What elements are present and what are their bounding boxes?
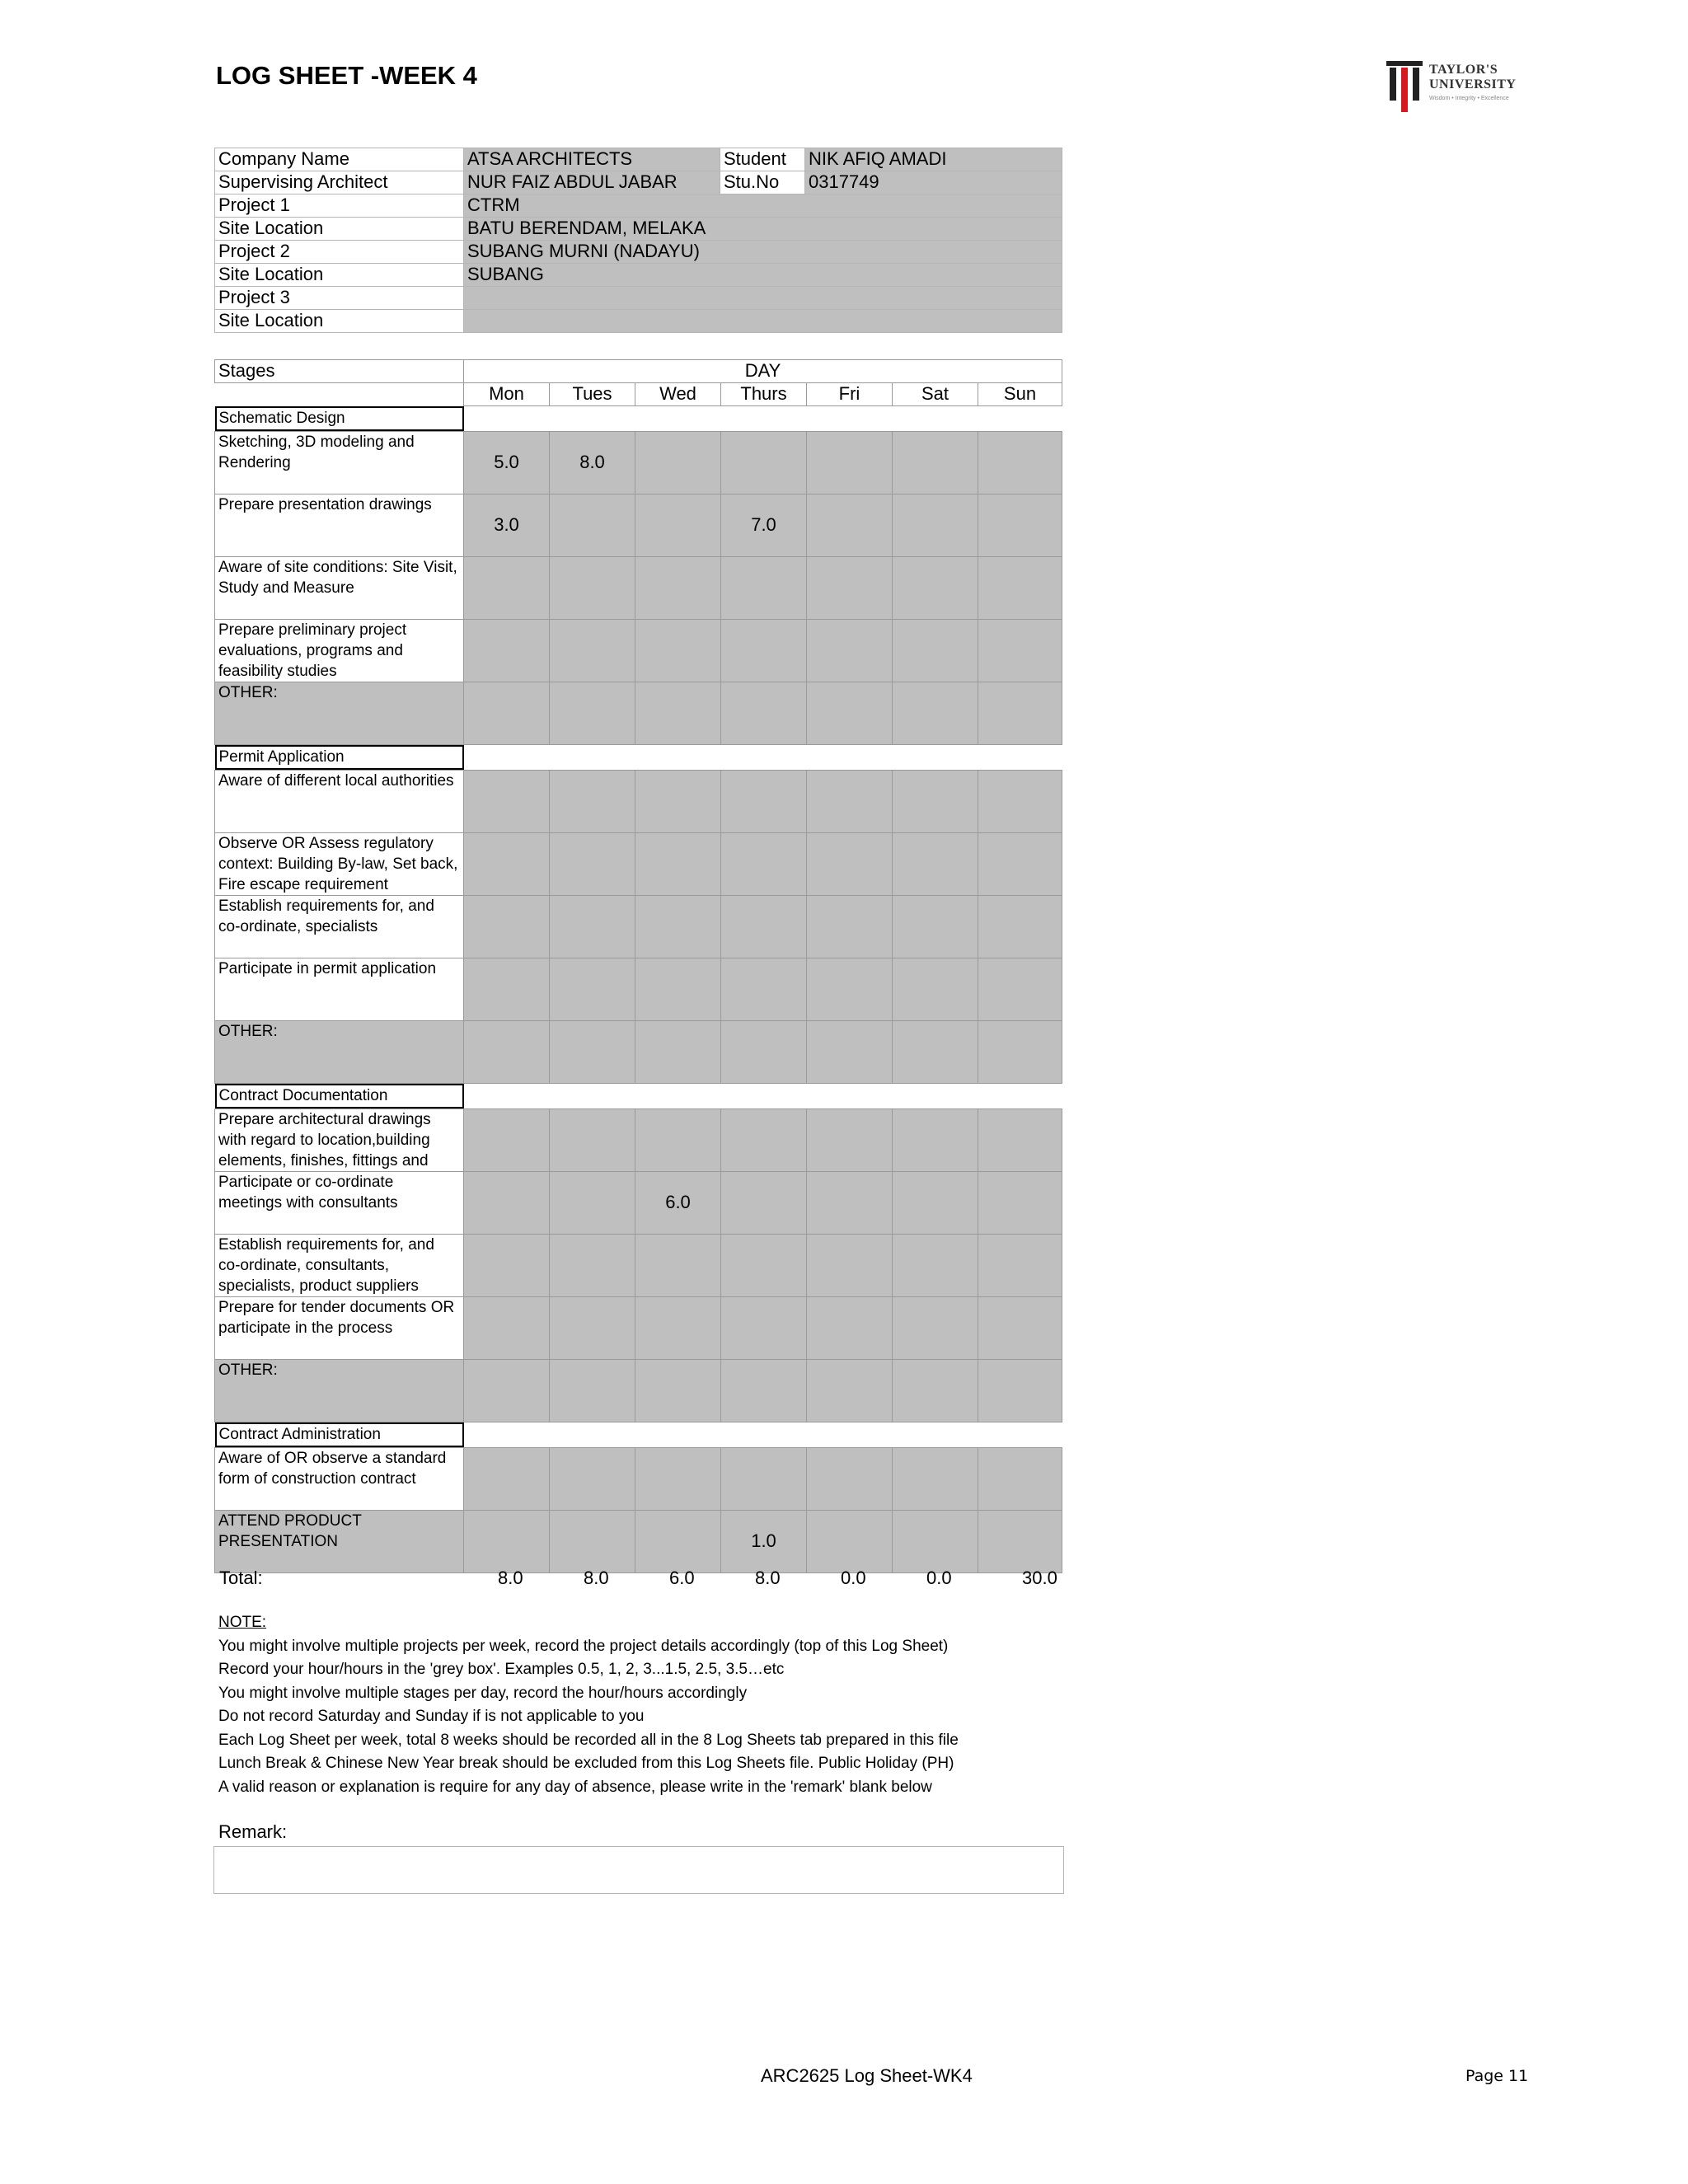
logo-tagline: Wisdom • Integrity • Excellence	[1429, 96, 1509, 101]
info-row-project3	[215, 287, 1062, 310]
totals-row	[216, 1568, 1062, 1592]
hours-cell-thurs[interactable]: 7.0	[721, 494, 807, 556]
day-tues: Tues	[550, 383, 635, 406]
site1-label: Site Location	[215, 218, 464, 241]
activity-label: Establish requirements for, and co-ordinate, specialists	[215, 895, 464, 958]
hours-cell-fri[interactable]	[807, 895, 893, 958]
info-row-project1	[215, 194, 1062, 218]
activity-label: Prepare presentation drawings	[215, 494, 464, 556]
hours-cell-wed[interactable]	[635, 1108, 721, 1171]
project1-label: Project 1	[215, 194, 464, 218]
hours-cell-thurs[interactable]	[721, 1020, 807, 1083]
site3-label: Site Location	[215, 310, 464, 333]
activity-label: Aware of OR observe a standard form of construction contract	[215, 1447, 464, 1510]
day-header: DAY	[464, 360, 1062, 383]
hours-cell-sun[interactable]	[978, 958, 1062, 1020]
hours-cell-fri[interactable]	[807, 1359, 893, 1422]
hours-cell-mon[interactable]	[464, 958, 550, 1020]
hours-grid	[214, 359, 1062, 1573]
university-crest-icon	[1386, 61, 1423, 112]
hours-cell-wed[interactable]	[635, 1510, 721, 1572]
site2-label: Site Location	[215, 264, 464, 287]
hours-cell-wed[interactable]	[635, 1234, 721, 1296]
hours-cell-mon[interactable]	[464, 682, 550, 744]
hours-cell-sun[interactable]	[978, 832, 1062, 895]
architect-value[interactable]: NUR FAIZ ABDUL JABAR	[464, 171, 720, 194]
stages-header: Stages	[215, 360, 464, 383]
hours-cell-mon[interactable]	[464, 1447, 550, 1510]
hours-cell-wed[interactable]: 6.0	[635, 1171, 721, 1234]
hours-cell-sun[interactable]	[978, 1510, 1062, 1572]
activity-label: Establish requirements for, and co-ordinate, consultants, specialists, product suppliers	[215, 1234, 464, 1296]
hours-cell-sun[interactable]	[978, 1447, 1062, 1510]
stage-name: Contract Administration	[215, 1422, 464, 1447]
hours-cell-wed[interactable]	[635, 770, 721, 832]
hours-cell-thurs[interactable]	[721, 431, 807, 494]
hours-cell-sat[interactable]	[893, 1020, 978, 1083]
stage-header-row	[215, 1422, 1062, 1447]
hours-cell-thurs[interactable]	[721, 682, 807, 744]
hours-cell-sat[interactable]	[893, 1447, 978, 1510]
hours-cell-sat[interactable]	[893, 1296, 978, 1359]
hours-cell-sat[interactable]	[893, 895, 978, 958]
hours-cell-wed[interactable]	[635, 431, 721, 494]
stuno-label: Stu.No	[720, 171, 805, 194]
total-sum: 30.0	[1022, 1568, 1057, 1588]
grid-header-row-2	[215, 383, 1062, 406]
hours-cell-fri[interactable]	[807, 770, 893, 832]
stage-header-row	[215, 744, 1062, 770]
hours-cell-sat[interactable]	[893, 1510, 978, 1572]
info-row-architect	[215, 171, 1062, 194]
architect-label: Supervising Architect	[215, 171, 464, 194]
note-line: Lunch Break & Chinese New Year break should be excluded from this Log Sheets file. Public Holiday (PH)	[218, 1755, 954, 1772]
project2-value[interactable]: SUBANG MURNI (NADAYU)	[464, 241, 1062, 264]
hours-cell-sat[interactable]	[893, 1234, 978, 1296]
hours-cell-sun[interactable]	[978, 1171, 1062, 1234]
hours-cell-tues[interactable]	[550, 682, 635, 744]
hours-cell-fri[interactable]	[807, 494, 893, 556]
activity-label: OTHER:	[215, 682, 464, 744]
activity-label: Prepare preliminary project evaluations, programs and feasibility studies	[215, 619, 464, 682]
hours-cell-mon[interactable]	[464, 832, 550, 895]
hours-cell-wed[interactable]	[635, 619, 721, 682]
activity-row	[215, 619, 1062, 682]
hours-cell-tues[interactable]	[550, 1510, 635, 1572]
stage-name: Contract Documentation	[215, 1083, 464, 1108]
stage-header-spacer	[464, 744, 1062, 770]
hours-cell-fri[interactable]	[807, 1108, 893, 1171]
total-label: Total:	[219, 1568, 263, 1588]
stage-header-cell	[215, 744, 464, 770]
activity-label: Aware of different local authorities	[215, 770, 464, 832]
page-number: Page 11	[1465, 2067, 1529, 2085]
hours-cell-wed[interactable]	[635, 832, 721, 895]
hours-cell-thurs[interactable]	[721, 895, 807, 958]
hours-cell-tues[interactable]	[550, 832, 635, 895]
hours-cell-mon[interactable]	[464, 1020, 550, 1083]
hours-cell-wed[interactable]	[635, 682, 721, 744]
hours-cell-fri[interactable]	[807, 1171, 893, 1234]
page-title: LOG SHEET -WEEK 4	[216, 61, 477, 90]
remark-label: Remark:	[218, 1821, 288, 1842]
stage-header-cell	[215, 1422, 464, 1447]
activity-label: Participate or co-ordinate meetings with consultants	[215, 1171, 464, 1234]
day-thurs: Thurs	[721, 383, 807, 406]
hours-cell-fri[interactable]	[807, 619, 893, 682]
activity-row	[215, 1108, 1062, 1171]
hours-cell-tues[interactable]	[550, 619, 635, 682]
hours-cell-thurs[interactable]	[721, 1359, 807, 1422]
project3-label: Project 3	[215, 287, 464, 310]
activity-row	[215, 1234, 1062, 1296]
activity-row	[215, 895, 1062, 958]
hours-cell-mon[interactable]: 3.0	[464, 494, 550, 556]
activity-label: Observe OR Assess regulatory context: Building By-law, Set back, Fire escape requirement	[215, 832, 464, 895]
hours-cell-tues[interactable]	[550, 1171, 635, 1234]
hours-cell-fri[interactable]	[807, 556, 893, 619]
hours-cell-wed[interactable]	[635, 895, 721, 958]
stage-header-cell	[215, 406, 464, 432]
company-value[interactable]: ATSA ARCHITECTS	[464, 148, 720, 171]
hours-cell-wed[interactable]	[635, 1020, 721, 1083]
project2-label: Project 2	[215, 241, 464, 264]
hours-cell-tues[interactable]	[550, 1020, 635, 1083]
info-row-site3	[215, 310, 1062, 333]
project3-value[interactable]	[464, 287, 1062, 310]
hours-cell-tues[interactable]	[550, 556, 635, 619]
hours-cell-wed[interactable]	[635, 556, 721, 619]
activity-row	[215, 1359, 1062, 1422]
hours-cell-sun[interactable]	[978, 1020, 1062, 1083]
logo-line-1: TAYLOR'S	[1429, 63, 1498, 77]
activity-row	[215, 770, 1062, 832]
hours-cell-fri[interactable]	[807, 1296, 893, 1359]
hours-cell-tues[interactable]	[550, 1234, 635, 1296]
taylors-university-logo	[1386, 61, 1518, 112]
hours-cell-mon[interactable]	[464, 1510, 550, 1572]
hours-cell-thurs[interactable]	[721, 556, 807, 619]
student-label: Student	[720, 148, 805, 171]
stage-name: Permit Application	[215, 744, 464, 770]
activity-label: OTHER:	[215, 1359, 464, 1422]
info-row-site2	[215, 264, 1062, 287]
activity-row	[215, 832, 1062, 895]
activity-row	[215, 958, 1062, 1020]
hours-cell-wed[interactable]	[635, 1447, 721, 1510]
hours-cell-sat[interactable]	[893, 494, 978, 556]
hours-cell-tues[interactable]	[550, 494, 635, 556]
activity-row	[215, 682, 1062, 744]
hours-cell-sun[interactable]	[978, 895, 1062, 958]
hours-cell-sun[interactable]	[978, 494, 1062, 556]
hours-cell-sat[interactable]	[893, 770, 978, 832]
activity-row	[215, 431, 1062, 494]
hours-cell-thurs[interactable]	[721, 1108, 807, 1171]
hours-cell-fri[interactable]	[807, 431, 893, 494]
hours-cell-wed[interactable]	[635, 494, 721, 556]
hours-cell-thurs[interactable]	[721, 1447, 807, 1510]
hours-cell-sat[interactable]	[893, 682, 978, 744]
hours-cell-thurs[interactable]	[721, 770, 807, 832]
hours-cell-thurs[interactable]	[721, 1234, 807, 1296]
hours-cell-tues[interactable]: 8.0	[550, 431, 635, 494]
site2-value[interactable]: SUBANG	[464, 264, 1062, 287]
stage-header-cell	[215, 1083, 464, 1108]
hours-cell-fri[interactable]	[807, 1447, 893, 1510]
activity-label: Participate in permit application	[215, 958, 464, 1020]
activity-label: Prepare for tender documents OR participate in the process	[215, 1296, 464, 1359]
hours-cell-mon[interactable]	[464, 895, 550, 958]
total-mon: 8.0	[498, 1568, 523, 1588]
hours-cell-mon[interactable]	[464, 556, 550, 619]
total-sat: 0.0	[926, 1568, 952, 1588]
hours-cell-sat[interactable]	[893, 958, 978, 1020]
hours-cell-tues[interactable]	[550, 1108, 635, 1171]
hours-cell-sun[interactable]	[978, 770, 1062, 832]
hours-cell-tues[interactable]	[550, 958, 635, 1020]
hours-cell-sat[interactable]	[893, 619, 978, 682]
hours-cell-sat[interactable]	[893, 1108, 978, 1171]
activity-row	[215, 494, 1062, 556]
total-wed: 6.0	[669, 1568, 695, 1588]
hours-cell-thurs[interactable]	[721, 1171, 807, 1234]
activity-label: OTHER:	[215, 1020, 464, 1083]
stage-header-row	[215, 406, 1062, 432]
total-fri: 0.0	[841, 1568, 866, 1588]
project1-value[interactable]: CTRM	[464, 194, 1062, 218]
activity-row	[215, 1510, 1062, 1572]
stuno-value[interactable]: 0317749	[805, 171, 1062, 194]
activity-label: ATTEND PRODUCT PRESENTATION	[215, 1510, 464, 1572]
notes-section	[218, 1611, 959, 1799]
hours-cell-sun[interactable]	[978, 1234, 1062, 1296]
day-sun: Sun	[978, 383, 1062, 406]
info-row-site1	[215, 218, 1062, 241]
stage-header-spacer	[464, 406, 1062, 432]
hours-cell-wed[interactable]	[635, 1359, 721, 1422]
notes-heading: NOTE:	[218, 1614, 267, 1631]
footer-doc-name: ARC2625 Log Sheet-WK4	[761, 2065, 973, 2086]
hours-cell-sun[interactable]	[978, 431, 1062, 494]
hours-cell-tues[interactable]	[550, 1359, 635, 1422]
company-label: Company Name	[215, 148, 464, 171]
hours-cell-fri[interactable]	[807, 1234, 893, 1296]
hours-cell-thurs[interactable]	[721, 958, 807, 1020]
hours-cell-mon[interactable]	[464, 1296, 550, 1359]
logo-line-2: UNIVERSITY	[1429, 77, 1517, 91]
hours-cell-sun[interactable]	[978, 556, 1062, 619]
hours-cell-mon[interactable]	[464, 1171, 550, 1234]
note-line: A valid reason or explanation is require for any day of absence, please write in the 'remark' blank below	[218, 1778, 932, 1796]
header-spacer	[215, 383, 464, 406]
activity-row	[215, 1447, 1062, 1510]
hours-cell-thurs[interactable]	[721, 832, 807, 895]
hours-cell-tues[interactable]	[550, 1447, 635, 1510]
hours-cell-sun[interactable]	[978, 619, 1062, 682]
hours-cell-thurs[interactable]: 1.0	[721, 1510, 807, 1572]
hours-cell-tues[interactable]	[550, 1296, 635, 1359]
note-line: Each Log Sheet per week, total 8 weeks should be recorded all in the 8 Log Sheets tab prepared in this file	[218, 1731, 959, 1749]
total-thurs: 8.0	[755, 1568, 781, 1588]
note-line: Do not record Saturday and Sunday if is not applicable to you	[218, 1708, 645, 1725]
hours-cell-wed[interactable]	[635, 1296, 721, 1359]
hours-cell-fri[interactable]	[807, 1020, 893, 1083]
hours-cell-mon[interactable]	[464, 1234, 550, 1296]
hours-cell-mon[interactable]	[464, 1359, 550, 1422]
stage-header-row	[215, 1083, 1062, 1108]
hours-cell-mon[interactable]	[464, 770, 550, 832]
day-mon: Mon	[464, 383, 550, 406]
hours-cell-tues[interactable]	[550, 770, 635, 832]
note-line: You might involve multiple stages per day, record the hour/hours accordingly	[218, 1684, 748, 1702]
hours-cell-sat[interactable]	[893, 1359, 978, 1422]
hours-cell-sun[interactable]	[978, 1359, 1062, 1422]
activity-label: Aware of site conditions: Site Visit, Study and Measure	[215, 556, 464, 619]
hours-cell-sat[interactable]	[893, 556, 978, 619]
stage-name: Schematic Design	[215, 406, 464, 432]
activity-row	[215, 1171, 1062, 1234]
remark-input[interactable]	[213, 1846, 1064, 1894]
hours-cell-sat[interactable]	[893, 1171, 978, 1234]
hours-cell-mon[interactable]	[464, 619, 550, 682]
activity-row	[215, 1020, 1062, 1083]
site3-value[interactable]	[464, 310, 1062, 333]
hours-cell-sun[interactable]	[978, 1296, 1062, 1359]
note-line: Record your hour/hours in the 'grey box'. Examples 0.5, 1, 2, 3...1.5, 2.5, 3.5…etc	[218, 1661, 785, 1678]
hours-cell-thurs[interactable]	[721, 1296, 807, 1359]
student-value[interactable]: NIK AFIQ AMADI	[805, 148, 1062, 171]
stage-header-spacer	[464, 1422, 1062, 1447]
hours-cell-fri[interactable]	[807, 682, 893, 744]
activity-row	[215, 1296, 1062, 1359]
stage-header-spacer	[464, 1083, 1062, 1108]
hours-cell-fri[interactable]	[807, 832, 893, 895]
hours-cell-mon[interactable]	[464, 1108, 550, 1171]
hours-cell-sun[interactable]	[978, 1108, 1062, 1171]
hours-cell-thurs[interactable]	[721, 619, 807, 682]
hours-cell-fri[interactable]	[807, 958, 893, 1020]
grid-header-row-1	[215, 360, 1062, 383]
site1-value[interactable]: BATU BERENDAM, MELAKA	[464, 218, 1062, 241]
activity-row	[215, 556, 1062, 619]
hours-cell-sun[interactable]	[978, 682, 1062, 744]
day-sat: Sat	[893, 383, 978, 406]
hours-cell-wed[interactable]	[635, 958, 721, 1020]
hours-cell-sat[interactable]	[893, 431, 978, 494]
hours-cell-sat[interactable]	[893, 832, 978, 895]
total-tues: 8.0	[584, 1568, 609, 1588]
note-line: You might involve multiple projects per week, record the project details accordingly (top of this Log Sheet)	[218, 1637, 949, 1655]
hours-cell-tues[interactable]	[550, 895, 635, 958]
day-wed: Wed	[635, 383, 721, 406]
info-row-project2	[215, 241, 1062, 264]
info-row-company	[215, 148, 1062, 171]
activity-label: Sketching, 3D modeling and Rendering	[215, 431, 464, 494]
activity-label: Prepare architectural drawings with regard to location,building elements, finishes, fittings and	[215, 1108, 464, 1171]
hours-cell-fri[interactable]	[807, 1510, 893, 1572]
project-info-table	[214, 148, 1062, 333]
day-fri: Fri	[807, 383, 893, 406]
hours-cell-mon[interactable]: 5.0	[464, 431, 550, 494]
